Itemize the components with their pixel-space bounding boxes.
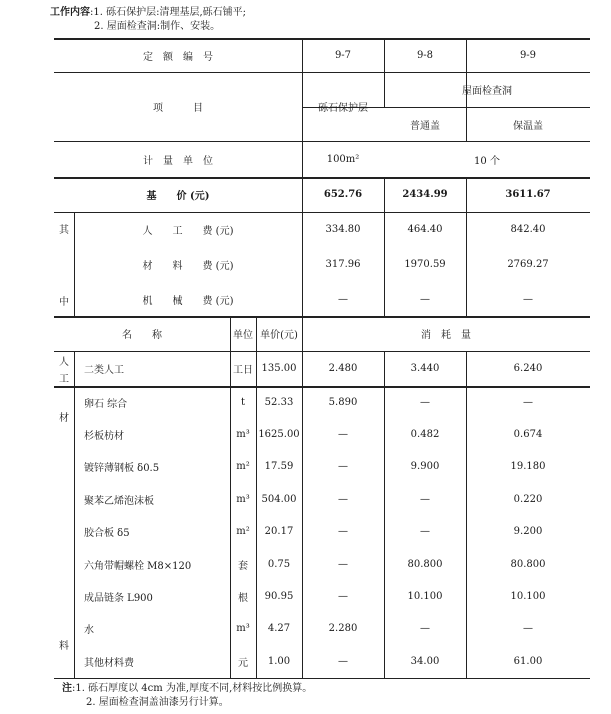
material-name: 卵石 综合	[84, 398, 128, 410]
material-consumption-col1: —	[338, 526, 348, 538]
labor-cost-label: 人 工 费 (元)	[142, 226, 234, 237]
unit-col1: 100m²	[326, 153, 360, 165]
notes-line-1: :1. 砾石厚度以 4cm 为准,厚度不同,材料按比例换算。	[72, 683, 313, 694]
material-consumption-col1: 5.890	[328, 396, 358, 408]
material-consumption-col3: 0.220	[513, 493, 543, 505]
material-consumption-col2: 10.100	[407, 591, 443, 603]
machine-cost-col3: —	[523, 293, 533, 305]
material-name: 水	[84, 625, 94, 637]
material-price: 17.59	[264, 461, 294, 473]
material-name: 镀锌薄钢板 δ0.5	[84, 463, 160, 475]
material-unit: 元	[238, 657, 248, 669]
col1-item-name: 砾石保护层	[318, 103, 368, 114]
material-consumption-col2: 80.800	[407, 558, 443, 570]
materials-side-bottom: 料	[59, 640, 69, 652]
material-consumption-col2: —	[420, 493, 430, 505]
material-unit: m³	[236, 493, 250, 505]
consumption-column-header: 消 耗 量	[421, 330, 471, 341]
work-content-label: 工作内容	[50, 7, 90, 18]
material-consumption-col3: 0.674	[513, 429, 543, 441]
material-price: 1625.00	[258, 429, 300, 441]
notes-label: 注	[62, 683, 72, 694]
labor-cost-col2: 464.40	[407, 224, 443, 235]
price-column-header: 单价(元)	[260, 330, 298, 341]
material-consumption-col2: —	[420, 623, 430, 635]
item-label: 项 目	[153, 103, 203, 114]
machine-cost-col1: —	[338, 293, 348, 305]
material-name: 其他材料费	[84, 657, 134, 669]
material-consumption-col3: 9.200	[513, 526, 543, 538]
material-consumption-col3: 61.00	[513, 655, 543, 667]
machine-cost-col2: —	[420, 293, 430, 305]
material-cost-col1: 317.96	[325, 259, 361, 270]
unit-col23: 10 个	[474, 155, 500, 167]
material-consumption-col2: —	[420, 396, 430, 408]
labor-side-top: 人	[59, 356, 69, 368]
material-unit: m²	[236, 526, 250, 538]
material-consumption-col3: —	[523, 396, 533, 408]
col2-item-name: 普通盖	[410, 120, 440, 132]
material-unit: t	[240, 396, 246, 408]
material-consumption-col1: —	[338, 655, 348, 667]
material-consumption-col1: —	[338, 558, 348, 570]
material-consumption-col3: 80.800	[510, 558, 546, 570]
materials-side-top: 材	[59, 412, 69, 424]
material-consumption-col1: —	[338, 493, 348, 505]
quota-code-9-7: 9-7	[334, 49, 352, 61]
material-price: 90.95	[264, 591, 294, 603]
material-name: 聚苯乙烯泡沫板	[84, 495, 154, 507]
group-item-name: 屋面检查洞	[462, 86, 512, 97]
material-unit: 根	[238, 593, 248, 605]
material-cost-col2: 1970.59	[404, 259, 446, 270]
material-unit: m³	[236, 623, 250, 635]
name-column-header: 名 称	[122, 330, 162, 341]
labor-cost-col3: 842.40	[510, 224, 546, 235]
labor-row-name: 二类人工	[84, 365, 124, 376]
breakdown-side-top: 其	[59, 224, 69, 236]
material-price: 1.00	[267, 655, 291, 667]
material-price: 504.00	[261, 493, 297, 505]
material-unit: m²	[236, 461, 250, 473]
quota-number-label: 定 额 编 号	[143, 51, 213, 63]
base-price-col2: 2434.99	[402, 189, 448, 200]
labor-row-col3: 6.240	[513, 363, 543, 374]
labor-row-unit: 工日	[233, 365, 253, 376]
labor-row-col1: 2.480	[328, 363, 358, 374]
base-price-label: 基 价 (元)	[146, 191, 210, 202]
material-price: 52.33	[264, 396, 294, 408]
material-cost-col3: 2769.27	[507, 259, 549, 270]
material-consumption-col1: —	[338, 429, 348, 441]
material-consumption-col3: 10.100	[510, 591, 546, 603]
material-consumption-col1: —	[338, 591, 348, 603]
material-name: 六角带帽螺栓 M8×120	[84, 560, 192, 572]
material-consumption-col2: —	[420, 526, 430, 538]
notes	[62, 682, 312, 710]
work-content	[50, 6, 590, 34]
material-name: 杉板枋材	[84, 431, 124, 443]
base-price-col1: 652.76	[323, 189, 363, 200]
material-consumption-col2: 9.900	[410, 461, 440, 473]
material-consumption-col3: —	[523, 623, 533, 635]
labor-side-bottom: 工	[59, 373, 69, 385]
labor-cost-col1: 334.80	[325, 224, 361, 235]
material-name: 胶合板 δ5	[84, 528, 130, 540]
quota-code-9-9: 9-9	[519, 49, 537, 61]
breakdown-side-bottom: 中	[59, 296, 69, 308]
quota-table	[54, 38, 590, 678]
machine-cost-label: 机 械 费 (元)	[142, 295, 234, 307]
material-price: 20.17	[264, 526, 294, 538]
base-price-col3: 3611.67	[505, 189, 551, 200]
notes-line-2: 2. 屋面检查洞盖油漆另行计算。	[86, 697, 229, 708]
unit-label: 计 量 单 位	[143, 155, 213, 167]
work-content-line-1: :1. 砾石保护层:清理基层,砾石铺平;	[90, 7, 247, 18]
quota-code-9-8: 9-8	[416, 49, 434, 61]
material-price: 0.75	[267, 558, 291, 570]
labor-row-price: 135.00	[261, 363, 297, 374]
material-consumption-col2: 34.00	[410, 655, 440, 667]
work-content-line-2: 2. 屋面检查洞:制作、安装。	[94, 21, 221, 32]
material-cost-label: 材 料 费 (元)	[142, 261, 234, 272]
material-unit: m³	[236, 429, 250, 441]
material-consumption-col3: 19.180	[510, 461, 546, 473]
material-consumption-col1: 2.280	[328, 623, 358, 635]
material-consumption-col2: 0.482	[410, 429, 440, 441]
material-price: 4.27	[267, 623, 291, 635]
labor-row-col2: 3.440	[410, 363, 440, 374]
unit-column-header: 单位	[233, 330, 253, 341]
col3-item-name: 保温盖	[513, 120, 543, 132]
material-consumption-col1: —	[338, 461, 348, 473]
material-unit: 套	[238, 560, 248, 572]
material-name: 成品链条 L900	[84, 593, 153, 605]
